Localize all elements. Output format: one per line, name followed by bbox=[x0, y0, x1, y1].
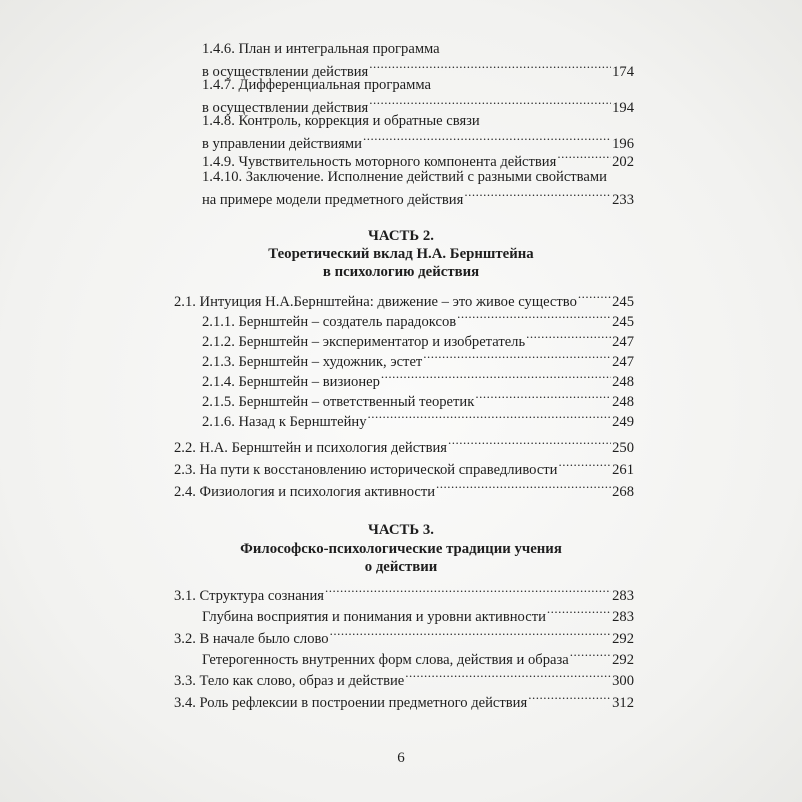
toc-entry-2-1-6 bbox=[202, 408, 634, 430]
toc-entry-text: в управлении действиями bbox=[202, 136, 362, 152]
toc-entry-text: 3.2. В начале было слово bbox=[174, 631, 329, 647]
toc-page-number: 292 bbox=[612, 631, 634, 647]
toc-entry-text: 2.2. Н.А. Бернштейн и психология действия bbox=[174, 440, 448, 456]
toc-page-number: 248 bbox=[612, 374, 634, 390]
toc-entry-3-2 bbox=[174, 625, 634, 647]
toc-page-number: 283 bbox=[612, 588, 634, 604]
toc-entry-2-1-3 bbox=[202, 348, 634, 370]
toc-entry-2-4 bbox=[174, 478, 634, 500]
toc-entry-1-4-8 bbox=[202, 130, 634, 152]
part-2-title-line1: Теоретический вклад Н.А. Бернштейна bbox=[268, 246, 534, 262]
toc-entry-2-1-5 bbox=[202, 388, 634, 410]
toc-leader-dots bbox=[381, 368, 611, 386]
toc-page-number: 312 bbox=[612, 695, 634, 711]
toc-entry-text: в осуществлении действия bbox=[202, 64, 369, 80]
toc-leader-dots bbox=[547, 603, 611, 621]
toc-leader-dots bbox=[405, 667, 611, 685]
toc-entry-text: 2.1.6. Назад к Бернштейну bbox=[202, 414, 367, 430]
toc-leader-dots bbox=[559, 456, 612, 474]
toc-leader-dots bbox=[436, 478, 611, 496]
toc-entry-2-3 bbox=[174, 456, 634, 478]
part-2-title-line2: в психологию действия bbox=[322, 264, 480, 280]
toc-entry-text: на примере модели предметного действия bbox=[202, 192, 464, 208]
toc-entry-text: 3.1. Структура сознания bbox=[174, 588, 324, 604]
toc-page-number: 283 bbox=[612, 609, 634, 625]
toc-leader-dots bbox=[528, 689, 611, 707]
toc-entry-2-1-1 bbox=[202, 308, 634, 330]
toc-entry-text: 3.4. Роль рефлексии в построении предметного действия bbox=[174, 695, 528, 711]
toc-entry-text: 2.1.3. Бернштейн – художник, эстет bbox=[202, 354, 423, 370]
toc-leader-dots bbox=[570, 646, 611, 664]
toc-entry-text: 2.1. Интуиция Н.А.Бернштейна: движение – это живое существо bbox=[174, 294, 577, 310]
toc-entry-3-3 bbox=[174, 667, 634, 689]
toc-page-number: 268 bbox=[612, 484, 634, 500]
toc-leader-dots bbox=[448, 434, 611, 452]
toc-entry-1-4-7-line1: 1.4.7. Дифференциальная программа bbox=[202, 77, 431, 93]
toc-page-number: 196 bbox=[612, 136, 634, 152]
toc-page-number: 233 bbox=[612, 192, 634, 208]
toc-leader-dots bbox=[423, 348, 611, 366]
toc-page-number: 292 bbox=[612, 652, 634, 668]
part-3-label: ЧАСТЬ 3. bbox=[368, 522, 434, 538]
toc-entry-1-4-8-line1: 1.4.8. Контроль, коррекция и обратные связи bbox=[202, 113, 480, 129]
toc-page-number: 245 bbox=[612, 294, 634, 310]
toc-page-number: 248 bbox=[612, 394, 634, 410]
toc-leader-dots bbox=[369, 94, 611, 112]
toc-entry-1-4-10 bbox=[202, 186, 634, 208]
toc-entry-3-1 bbox=[174, 582, 634, 604]
part-3-title-line2: о действии bbox=[364, 559, 438, 575]
toc-leader-dots bbox=[526, 328, 611, 346]
toc-leader-dots bbox=[557, 148, 611, 166]
toc-page-number: 245 bbox=[612, 314, 634, 330]
toc-page-number: 261 bbox=[612, 462, 634, 478]
page-number: 6 bbox=[397, 750, 405, 766]
toc-entry-text: в осуществлении действия bbox=[202, 100, 369, 116]
toc-entry-2-2 bbox=[174, 434, 634, 456]
toc-entry-3-4 bbox=[174, 689, 634, 711]
toc-page-number: 202 bbox=[612, 154, 634, 170]
toc-page-number: 174 bbox=[612, 64, 634, 80]
toc-page-number: 249 bbox=[612, 414, 634, 430]
toc-page-number: 300 bbox=[612, 673, 634, 689]
toc-entry-text: 2.1.1. Бернштейн – создатель парадоксов bbox=[202, 314, 457, 330]
toc-entry-3-2-sub bbox=[202, 646, 634, 668]
toc-leader-dots bbox=[475, 388, 611, 406]
toc-entry-1-4-6-line1: 1.4.6. План и интегральная программа bbox=[202, 41, 440, 57]
toc-page-number: 247 bbox=[612, 334, 634, 350]
toc-entry-1-4-6 bbox=[202, 58, 634, 80]
toc-entry-text: 2.3. На пути к восстановлению исторической справедливости bbox=[174, 462, 558, 478]
toc-entry-text: Гетерогенность внутренних форм слова, действия и образа bbox=[202, 652, 569, 668]
toc-entry-text: 2.1.5. Бернштейн – ответственный теоретик bbox=[202, 394, 475, 410]
toc-entry-text: 1.4.9. Чувствительность моторного компонента действия bbox=[202, 154, 557, 170]
toc-page-number: 247 bbox=[612, 354, 634, 370]
toc-leader-dots bbox=[578, 288, 611, 306]
toc-entry-text: Глубина восприятия и понимания и уровни активности bbox=[202, 609, 546, 625]
toc-entry-2-1-2 bbox=[202, 328, 634, 350]
toc-entry-text: 2.4. Физиология и психология активности bbox=[174, 484, 436, 500]
toc-leader-dots bbox=[369, 58, 611, 76]
toc-entry-1-4-9 bbox=[202, 148, 634, 170]
toc-leader-dots bbox=[457, 308, 611, 326]
toc-entry-1-4-10-line1: 1.4.10. Заключение. Исполнение действий с разными свойствами bbox=[202, 169, 607, 185]
toc-leader-dots bbox=[330, 625, 612, 643]
toc-entry-text: 2.1.4. Бернштейн – визионер bbox=[202, 374, 380, 390]
toc-leader-dots bbox=[368, 408, 612, 426]
toc-entry-1-4-7 bbox=[202, 94, 634, 116]
toc-entry-text: 2.1.2. Бернштейн – экспериментатор и изобретатель bbox=[202, 334, 526, 350]
toc-leader-dots bbox=[325, 582, 611, 600]
toc-leader-dots bbox=[464, 186, 611, 204]
toc-page-number: 250 bbox=[612, 440, 634, 456]
toc-entry-3-1-sub bbox=[202, 603, 634, 625]
toc-entry-text: 3.3. Тело как слово, образ и действие bbox=[174, 673, 405, 689]
toc-entry-2-1-4 bbox=[202, 368, 634, 390]
toc-page-number: 194 bbox=[612, 100, 634, 116]
part-3-title-line1: Философско-психологические традиции учения bbox=[240, 541, 562, 557]
toc-entry-2-1 bbox=[174, 288, 634, 310]
part-2-label: ЧАСТЬ 2. bbox=[368, 228, 434, 244]
toc-leader-dots bbox=[363, 130, 611, 148]
